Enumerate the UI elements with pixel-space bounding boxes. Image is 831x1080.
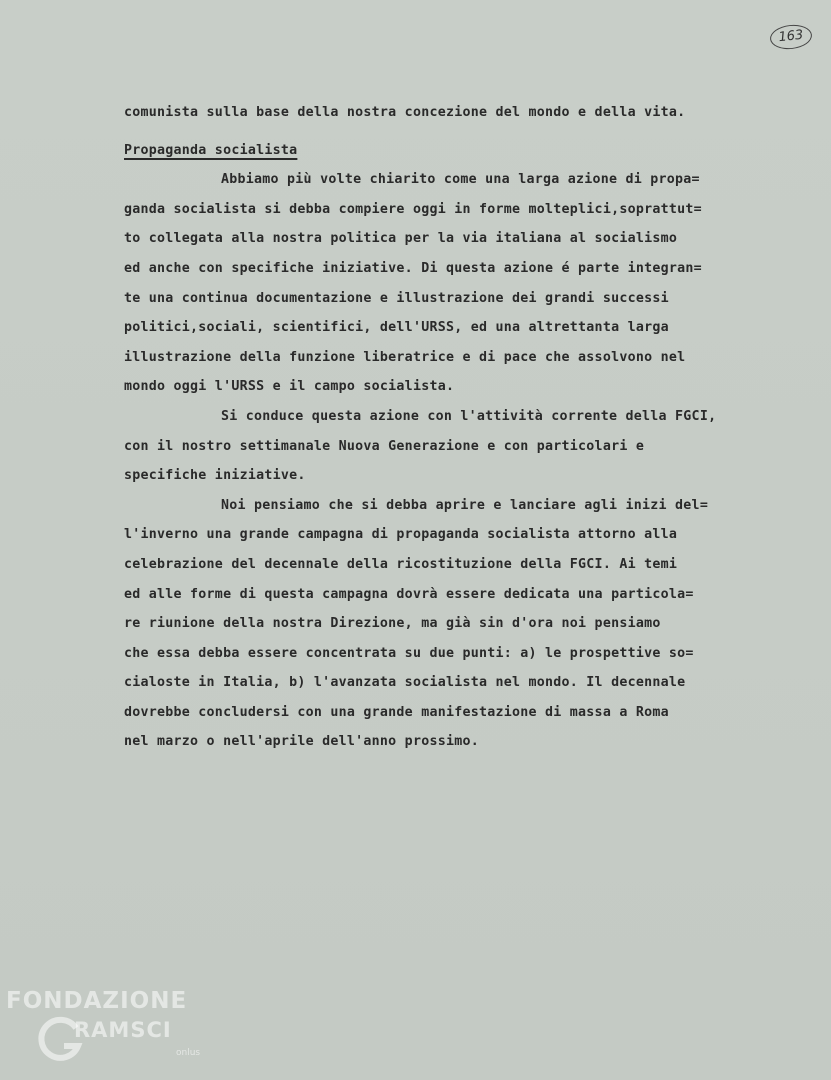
text-line: Si conduce questa azione con l'attività corrente della FGCI, — [221, 408, 717, 424]
text-line: ed alle forme di questa campagna dovrà essere dedicata una particola= — [124, 586, 694, 602]
text-line: politici,sociali, scientifici, dell'URSS, ed una altrettanta larga — [124, 320, 669, 336]
text-line: Abbiamo più volte chiarito come una larga azione di propa= — [221, 172, 700, 188]
section-heading: Propaganda socialista — [124, 142, 298, 158]
text-line: cialoste in Italia, b) l'avanzata socialista nel mondo. Il decennale — [124, 675, 686, 691]
page-number-stamp: 163 — [769, 23, 813, 51]
watermark-subtitle: onlus — [176, 1048, 201, 1058]
text-line: che essa debba essere concentrata su due punti: a) le prospettive so= — [124, 645, 694, 661]
text-line: l'inverno una grande campagna di propaganda socialista attorno alla — [124, 527, 678, 543]
text-line: Noi pensiamo che si debba aprire e lanciare agli inizi del= — [221, 497, 709, 513]
text-line: dovrebbe concludersi con una grande manifestazione di massa a Roma — [124, 704, 669, 720]
text-line: illustrazione della funzione liberatrice e di pace che assolvono nel — [124, 349, 686, 365]
text-line: mondo oggi l'URSS e il campo socialista. — [124, 379, 455, 395]
text-line: ed anche con specifiche iniziative. Di questa azione é parte integran= — [124, 260, 702, 276]
text-line: nel marzo o nell'aprile dell'anno prossimo. — [124, 734, 479, 750]
watermark-title: FONDAZIONE — [6, 988, 188, 1014]
text-line: celebrazione del decennale della ricostituzione della FGCI. Ai temi — [124, 556, 678, 572]
text-line: te una continua documentazione e illustrazione dei grandi successi — [124, 290, 669, 306]
text-line: re riunione della nostra Direzione, ma già sin d'ora noi pensiamo — [124, 616, 661, 632]
text-line: ganda socialista si debba compiere oggi in forme molteplici,soprattut= — [124, 201, 702, 217]
typewritten-text — [124, 98, 804, 757]
text-line: comunista sulla base della nostra concezione del mondo e della vita. — [124, 105, 686, 120]
watermark-name: RAMSCI — [74, 1018, 172, 1042]
text-line: to collegata alla nostra politica per la via italiana al socialismo — [124, 231, 678, 247]
text-line: con il nostro settimanale Nuova Generazione e con particolari e — [124, 438, 645, 454]
fondazione-gramsci-watermark — [6, 988, 226, 1078]
text-line: specifiche iniziative. — [124, 468, 306, 484]
